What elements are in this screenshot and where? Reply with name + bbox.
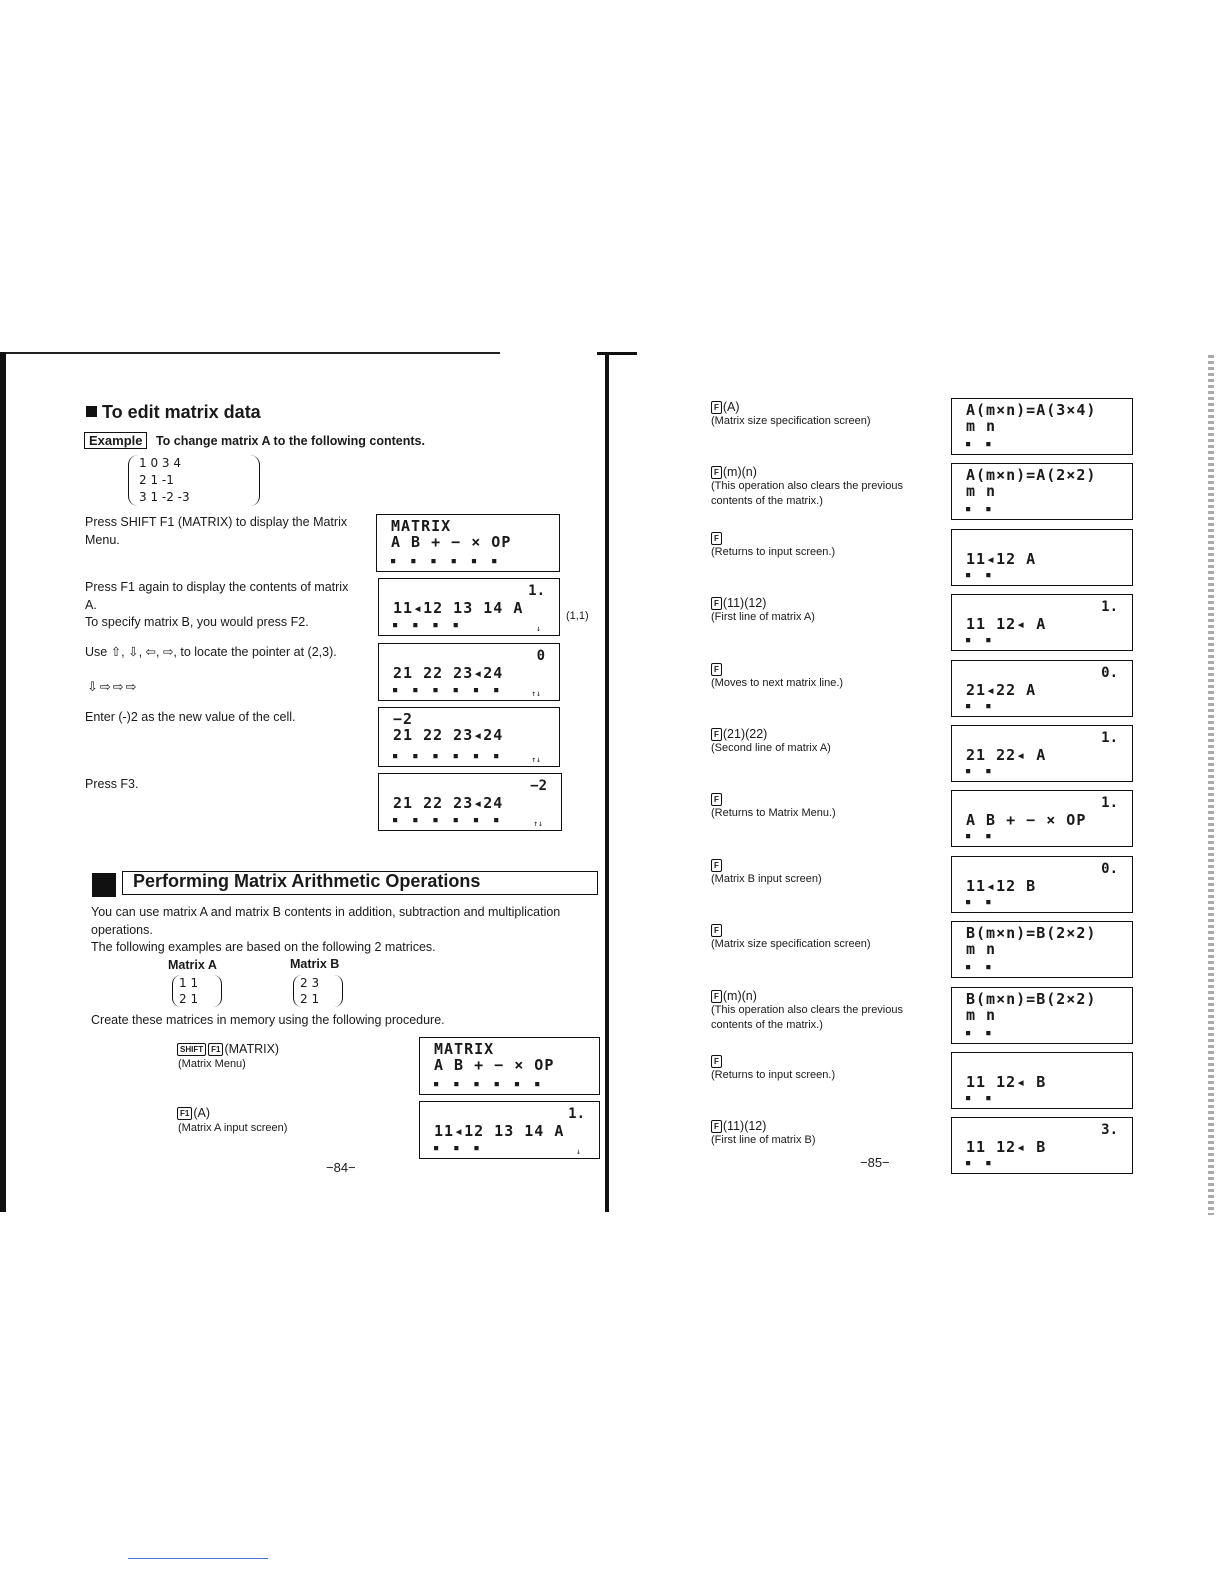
step-note: (Matrix size specification screen) — [711, 415, 871, 427]
example-label: Example — [84, 432, 147, 449]
lcd-value: 1. — [1101, 795, 1118, 812]
step-command: F (11)(12) — [710, 1117, 766, 1135]
left-page-edge — [0, 352, 6, 1212]
example-text: To change matrix A to the following contents. — [155, 434, 425, 448]
step-text: Press SHIFT F1 (MATRIX) to display the Matrix Menu. — [85, 515, 348, 547]
function-key-markers: ■■ — [966, 832, 1007, 841]
scroll-arrow-icon: ↑↓ — [533, 819, 543, 828]
lcd-line: m n — [966, 417, 997, 435]
lcd-value: 1. — [568, 1106, 585, 1122]
f1-key: F1 — [208, 1043, 223, 1056]
lcd-screen — [378, 707, 560, 767]
key-icon: F — [711, 532, 722, 545]
lcd-screen — [951, 594, 1133, 651]
key-icon: F — [711, 793, 722, 806]
step-note: (First line of matrix B) — [711, 1134, 816, 1147]
lcd-line: 11 12◂ B — [966, 1138, 1047, 1157]
procedure-command: SHIFT F1 (MATRIX) — [176, 1040, 279, 1058]
matrix-row: 2 3 — [300, 976, 320, 990]
step-note: (This operation also clears the previous contents of the matrix.) — [711, 480, 903, 508]
f1-key: F1 — [177, 1107, 192, 1120]
function-key-markers: ■■■■■■ — [393, 752, 515, 760]
step-note: (Matrix B input screen) — [711, 872, 822, 885]
lcd-value: 0. — [1101, 664, 1118, 681]
function-key-markers: ■■ — [966, 440, 1007, 448]
page-number: −84− — [326, 1160, 356, 1175]
lcd-screen — [951, 1052, 1133, 1109]
matrix-row: 3 1 -2 -3 — [139, 490, 190, 504]
scroll-arrow-icon: ↑↓ — [531, 755, 541, 764]
step-note: (First line of matrix A) — [711, 611, 815, 624]
lcd-line: 21◂22 A — [966, 680, 1037, 699]
lcd-line: 21 22◂ A — [966, 746, 1047, 764]
function-key-markers: ■■ — [966, 1159, 1007, 1168]
scroll-arrow-icon: ↑↓ — [531, 689, 541, 698]
procedure-command: F1 (A) — [176, 1104, 210, 1122]
paragraph: Create these matrices in memory using the following procedure. — [91, 1013, 445, 1027]
lcd-line: 11◂12 A — [966, 549, 1037, 568]
lcd-screen — [419, 1037, 600, 1095]
matrix-b-label: Matrix B — [290, 957, 340, 971]
square-bullet-icon — [86, 406, 97, 417]
lcd-value: 0. — [1101, 860, 1118, 877]
key-icon: F — [711, 466, 722, 479]
lcd-screen — [951, 790, 1133, 847]
function-key-markers: ■■■ — [434, 1144, 495, 1152]
lcd-screen — [951, 921, 1133, 978]
key-icon: F — [711, 663, 722, 676]
spine-hook — [597, 352, 637, 355]
lcd-value: 3. — [1101, 1122, 1118, 1139]
step-note: (Returns to Matrix Menu.) — [711, 807, 836, 820]
lcd-screen — [951, 463, 1133, 520]
lcd-line: A B + − × OP — [391, 533, 512, 551]
lcd-line: −2 — [393, 710, 414, 728]
key-icon: F — [711, 859, 722, 872]
lcd-screen — [376, 514, 560, 572]
lcd-value: 1. — [1101, 599, 1118, 616]
key-icon: F — [711, 401, 722, 414]
function-key-markers: ■■■■■■ — [393, 816, 515, 824]
step-text: Enter (-)2 as the new value of the cell. — [85, 710, 296, 724]
lcd-line: m n — [966, 1005, 997, 1024]
matrix-row: 2 1 -1 — [139, 473, 174, 487]
step-note: (Moves to next matrix line.) — [711, 676, 844, 689]
step-note: (Returns to input screen.) — [711, 545, 836, 558]
section-heading: To edit matrix data — [86, 402, 261, 423]
lcd-line: 11 12◂ B — [966, 1073, 1047, 1091]
step-note: (Matrix size specification screen) — [711, 938, 871, 951]
lcd-line: 11◂12 13 14 A — [393, 599, 524, 617]
step-command: F (m)(n) — [710, 987, 757, 1005]
lcd-screen — [951, 529, 1133, 586]
function-key-markers: ■■ — [966, 701, 1007, 710]
matrix-row: 2 1 — [179, 992, 199, 1006]
function-key-markers: ■■■■■■ — [434, 1080, 556, 1088]
lcd-line: 21 22 23◂24 — [393, 794, 504, 812]
key-icon: F — [711, 924, 722, 937]
function-key-markers: ■■ — [966, 767, 1007, 775]
function-key-markers: ■■ — [966, 963, 1007, 972]
lcd-screen — [419, 1101, 600, 1159]
lcd-line: A B + − × OP — [434, 1056, 555, 1074]
lcd-screen — [951, 660, 1133, 717]
function-key-markers: ■■■■ — [393, 621, 474, 629]
function-key-markers: ■■ — [966, 505, 1007, 514]
lcd-screen — [951, 856, 1133, 913]
function-key-markers: ■■■■■■ — [393, 686, 515, 694]
lcd-screen — [378, 578, 560, 636]
lcd-line: 11 12◂ A — [966, 615, 1047, 634]
lcd-value: 1. — [528, 583, 545, 599]
step-command: F (m)(n) — [710, 463, 757, 481]
step-note: (Second line of matrix A) — [711, 742, 831, 754]
function-key-markers: ■■ — [966, 897, 1007, 906]
matrix-a-label: Matrix A — [168, 958, 217, 972]
paragraph: You can use matrix A and matrix B contents in addition, subtraction and multiplication operations. — [91, 905, 561, 937]
step-command: F (21)(22) — [710, 725, 767, 743]
lcd-line: m n — [966, 940, 997, 959]
lcd-line: m n — [966, 482, 997, 501]
lcd-screen — [951, 1117, 1133, 1174]
book-spine — [605, 352, 609, 1212]
lcd-screen — [951, 725, 1133, 782]
scroll-arrow-icon: ↓ — [576, 1147, 581, 1156]
section-banner — [122, 871, 598, 895]
step-text: Use ⇧, ⇩, ⇦, ⇨, to locate the pointer at (2,3). — [85, 645, 337, 659]
section-title: Performing Matrix Arithmetic Operations — [133, 871, 481, 891]
function-key-markers: ■■ — [966, 1094, 1007, 1102]
lcd-line: 21 22 23◂24 — [393, 726, 504, 744]
lcd-value: 0 — [536, 648, 545, 664]
scroll-arrow-icon: ↓ — [536, 624, 541, 633]
lcd-line: 21 22 23◂24 — [393, 664, 504, 682]
link-underline — [128, 1558, 268, 1559]
top-rule-left — [0, 352, 500, 354]
step-command: F (11)(12) — [710, 594, 766, 612]
procedure-note: (Matrix Menu) — [178, 1058, 246, 1070]
matrix-row: 1 0 3 4 — [139, 456, 181, 470]
example-row — [84, 432, 425, 450]
matrix-row: 2 1 — [300, 992, 320, 1006]
step-command: F (A) — [710, 398, 740, 416]
lcd-line: 11◂12 13 14 A — [434, 1122, 565, 1140]
lcd-screen — [378, 643, 560, 701]
key-icon: F — [711, 597, 722, 610]
page-number: −85− — [860, 1155, 890, 1170]
step-text: To specify matrix B, you would press F2. — [85, 615, 309, 629]
lcd-screen — [378, 773, 562, 831]
lcd-line: A(m×n)=A(3×4) — [966, 401, 1097, 419]
right-page-edge — [1208, 355, 1214, 1215]
lcd-line: B(m×n)=B(2×2) — [966, 989, 1097, 1008]
shift-key: SHIFT — [177, 1043, 206, 1056]
step-note: (This operation also clears the previous contents of the matrix.) — [711, 1003, 903, 1031]
key-icon: F — [711, 990, 722, 1003]
cell-position: (1,1) — [566, 610, 589, 622]
step-text: Press F1 again to display the contents of matrix A. — [85, 580, 349, 612]
lcd-screen — [951, 987, 1133, 1044]
target-matrix — [128, 455, 260, 506]
lcd-value: 1. — [1101, 730, 1118, 746]
function-key-markers: ■■ — [966, 636, 1007, 645]
lcd-line: B(m×n)=B(2×2) — [966, 924, 1097, 943]
lcd-line: A(m×n)=A(2×2) — [966, 466, 1097, 485]
function-key-markers: ■■ — [966, 1028, 1007, 1037]
function-key-markers: ■■ — [966, 570, 1007, 579]
matrix-a — [172, 975, 222, 1007]
paragraph: The following examples are based on the following 2 matrices. — [91, 940, 436, 954]
lcd-line: 11◂12 B — [966, 876, 1037, 895]
step-text: Press F3. — [85, 777, 139, 791]
key-icon: F — [711, 1120, 722, 1133]
lcd-line: A B + − × OP — [966, 811, 1087, 830]
key-icon: F — [711, 1055, 722, 1068]
matrix-b — [293, 975, 343, 1007]
lcd-screen — [951, 398, 1133, 455]
cursor-keys: ⇩⇨⇨⇨ — [87, 679, 139, 694]
matrix-row: 1 1 — [179, 976, 199, 990]
procedure-note: (Matrix A input screen) — [178, 1122, 288, 1134]
lcd-line: MATRIX — [434, 1040, 495, 1058]
section-block-icon — [92, 873, 116, 897]
lcd-line: MATRIX — [391, 517, 452, 535]
key-icon: F — [711, 728, 722, 741]
function-key-markers: ■■■■■■ — [391, 557, 513, 565]
step-note: (Returns to input screen.) — [711, 1069, 836, 1081]
lcd-value: −2 — [530, 778, 547, 794]
